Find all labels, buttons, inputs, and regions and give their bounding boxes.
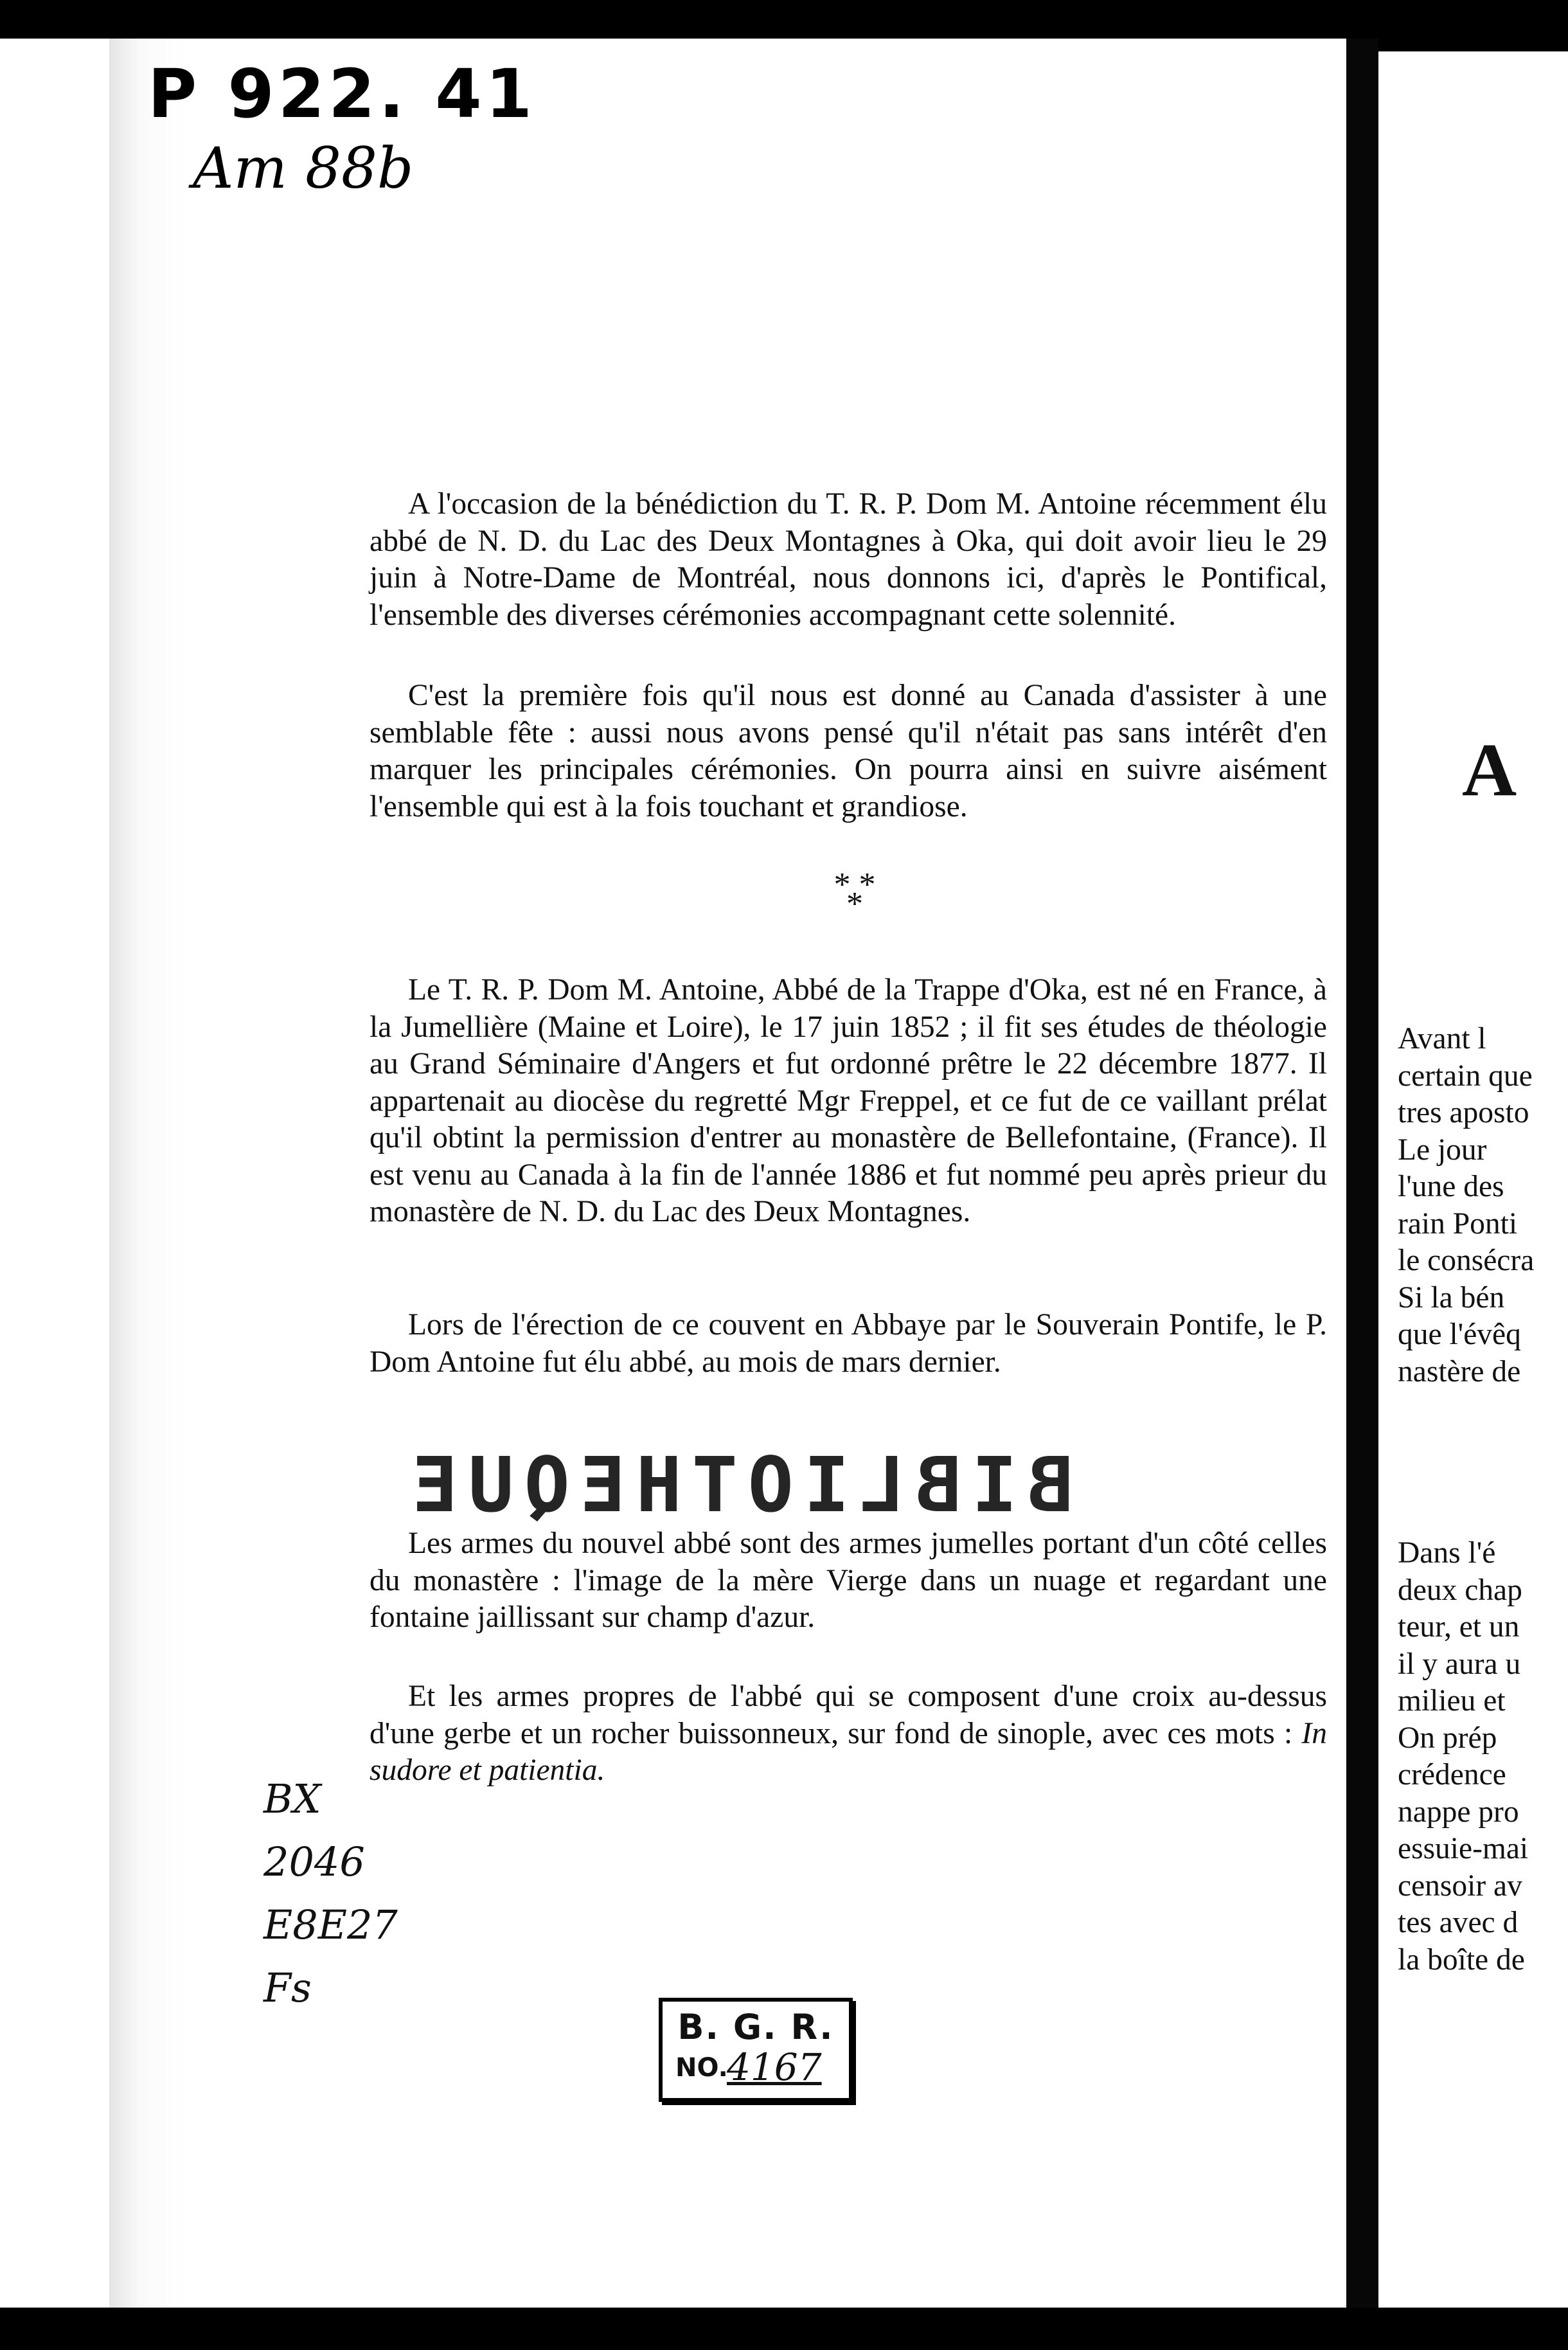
paragraph-occasion: A l'occasion de la bénédiction du T. R. P. Dom M. Antoine récemment élu abbé de N. D. du Lac des Deux Montagnes à Oka, qui doit avoir lieu le 29 juin à Notre-Dame de Montréal, nous donnons ici, d'après le Pontifical, l'ensemble des diverses cérémonies accompagnant cette solennité. [370, 487, 1327, 632]
call-number-line-2: Am 88b [193, 135, 414, 201]
facing-page-text-b [1398, 1535, 1528, 1978]
facing-page-line: deux chap [1398, 1573, 1522, 1607]
facing-page-line: crédence [1398, 1758, 1506, 1791]
left-page-margin [0, 0, 193, 2350]
accession-stamp [659, 1998, 853, 2102]
scan-border-top [0, 0, 1568, 39]
motto: In sudore et patientia. [370, 1716, 1327, 1787]
facing-page-line: nappe pro [1398, 1795, 1519, 1829]
facing-page-line: la boîte de [1398, 1942, 1525, 1977]
facing-page-line: certain que [1398, 1059, 1533, 1093]
paragraph-biography: Le T. R. P. Dom M. Antoine, Abbé de la Trappe d'Oka, est né en France, à la Jumellière (Maine et Loire), le 17 juin 1852 ; il fit ses études de théologie au Grand Séminaire d'Angers et fut ordonné prêtre le 22 décembre 1877. Il appartenait au diocèse du regretté Mgr Freppel, et ce fut de ce vaillant prélat qu'il obtint la permission d'entrer au monastère de Bellefontaine, (France). Il est venu au Canada à la fin de l'année 1886 et fut nommé peu après prieur du monastère de N. D. du Lac des Deux Montagnes. [370, 973, 1327, 1228]
facing-page-line: que l'évêq [1398, 1318, 1521, 1351]
stamp-accession-number: 4167 [727, 2045, 822, 2089]
perforated-library-stamp: BIBLIOTHEQUE [402, 1440, 1073, 1529]
facing-page-line: teur, et un [1398, 1610, 1520, 1644]
facing-page-line: il y aura u [1398, 1647, 1521, 1681]
separator-asterism: * * * [833, 866, 876, 922]
facing-page-line: nastère de [1398, 1354, 1521, 1388]
facing-page-text-a [1398, 1021, 1534, 1390]
class-line: 2046 [263, 1838, 365, 1885]
facing-page [1378, 51, 1568, 2314]
facing-page-line: rain Ponti [1398, 1206, 1518, 1241]
paragraph-first-time: C'est la première fois qu'il nous est donné au Canada d'assister à une semblable fête : aussi nous avons pensé qu'il n'était pas sans intérêt d'en marquer les principales cérémonies. On pourra ainsi en suivre aisément l'ensemble qui est à la fois touchant et grandiose. [370, 679, 1327, 823]
facing-page-line: milieu et [1398, 1684, 1506, 1718]
facing-page-line: Si la bén [1398, 1280, 1505, 1314]
call-number-line-1: P 922. 41 [148, 55, 536, 133]
handwritten-classification [263, 1768, 398, 2020]
facing-page-line: l'une des [1398, 1170, 1504, 1203]
book-gutter [1346, 0, 1378, 2350]
facing-page-heading: A [1462, 728, 1517, 812]
facing-page-line: censoir av [1398, 1869, 1522, 1903]
facing-page-line: On prép [1398, 1721, 1497, 1755]
facing-page-line: Avant l [1398, 1022, 1486, 1055]
abbot-arms-text: Et les armes propres de l'abbé qui se composent d'une croix au-dessus d'une gerbe et un rocher buissonneux, sur fond de sinople, avec ces mots : [370, 1680, 1327, 1750]
facing-page-line: essuie-mai [1398, 1832, 1529, 1865]
facing-page-line: tes avec d [1398, 1906, 1519, 1939]
facing-page-line: le consécra [1398, 1244, 1535, 1277]
facing-page-line: Le jour [1398, 1133, 1487, 1167]
paragraph-election: Lors de l'érection de ce couvent en Abbaye par le Souverain Pontife, le P. Dom Antoine fut élu abbé, au mois de mars dernier. [370, 1308, 1327, 1379]
stamp-no-label: NO. [675, 2053, 728, 2083]
paragraph-arms: Les armes du nouvel abbé sont des armes jumelles portant d'un côté celles du monastère : l'image de la mère Vierge dans un nuage et regardant une fontaine jaillissant sur champ d'azur. [370, 1527, 1327, 1634]
class-line: Fs [263, 1964, 312, 2011]
stamp-library-code: B. G. R. [677, 2007, 834, 2047]
class-line: E8E27 [263, 1901, 398, 1948]
scan-border-bottom [0, 2308, 1568, 2350]
paragraph-abbot-arms [370, 1678, 1327, 1789]
class-line: BX [263, 1775, 321, 1822]
facing-page-line: Dans l'é [1398, 1536, 1496, 1570]
facing-page-line: tres aposto [1398, 1096, 1529, 1129]
